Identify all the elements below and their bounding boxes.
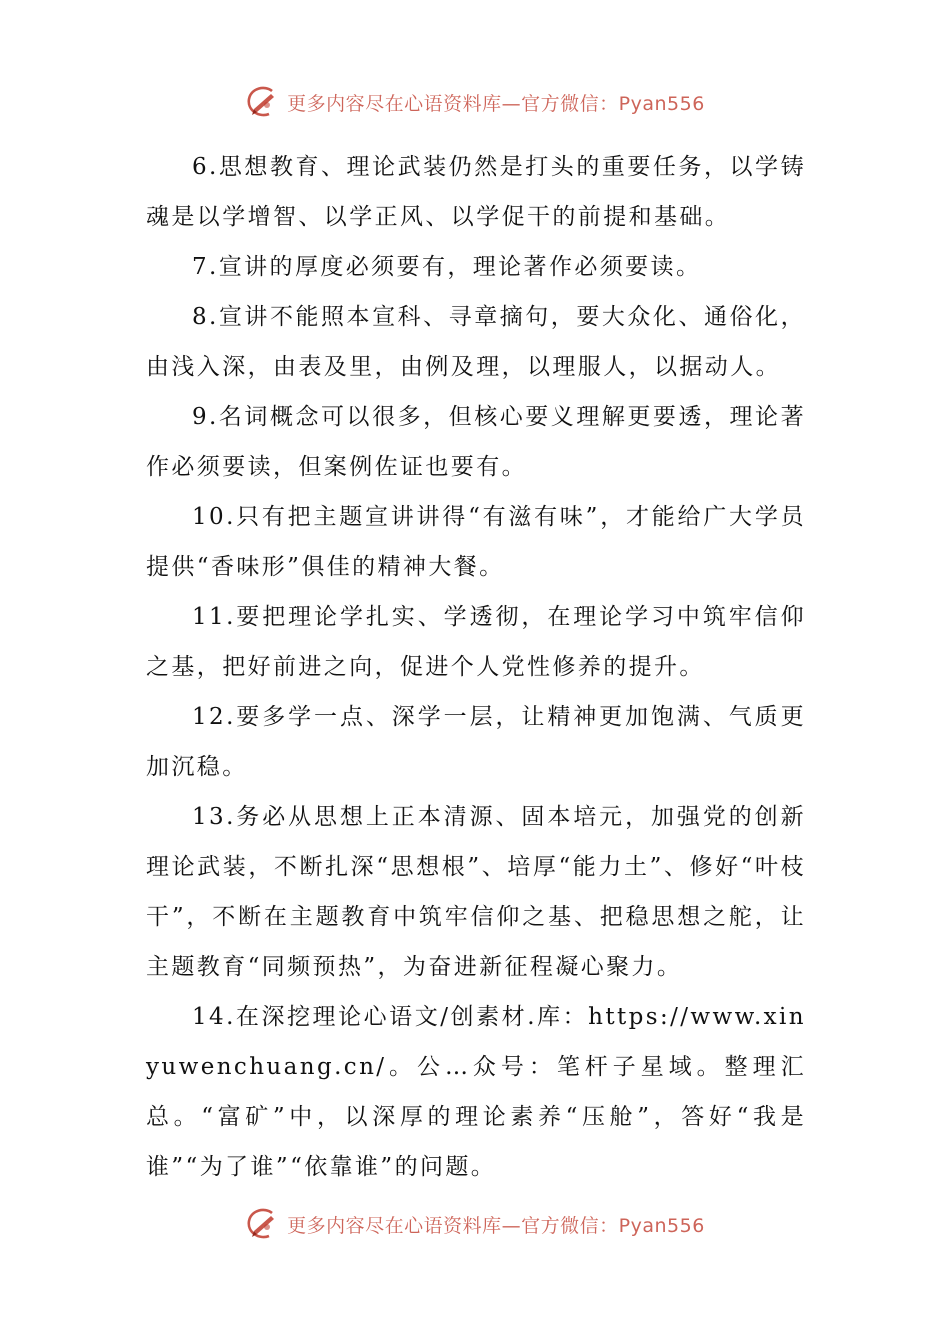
pen-circle-logo-icon — [245, 1207, 281, 1240]
paragraph-9: 9.名词概念可以很多，但核心要义理解更要透，理论著作必须要读，但案例佐证也要有。 — [146, 404, 806, 480]
paragraph-14: 14.在深挖理论心语文/创素材.库：https://www.xinyuwenchuang.cn/。公…众号：笔杆子星域。整理汇总。“富矿”中，以深厚的理论素养“压舱”，答好“我是谁”“为了谁”“依靠谁”的问题。 — [146, 1004, 806, 1180]
footer-banner — [245, 1207, 705, 1240]
header-banner-text: 更多内容尽在心语资料库—官方微信：Pyan556 — [287, 92, 705, 115]
paragraph-13: 13.务必从思想上正本清源、固本培元，加强党的创新理论武装，不断扎深“思想根”、培厚“能力土”、修好“叶枝干”，不断在主题教育中筑牢信仰之基、把稳思想之舵，让主题教育“同频预热”，为奋进新征程凝心聚力。 — [146, 804, 806, 980]
paragraph-11: 11.要把理论学扎实、学透彻，在理论学习中筑牢信仰之基，把好前进之向，促进个人党性修养的提升。 — [146, 604, 806, 680]
paragraph-8: 8.宣讲不能照本宣科、寻章摘句，要大众化、通俗化，由浅入深，由表及里，由例及理，以理服人，以据动人。 — [146, 304, 806, 380]
paragraph-6: 6.思想教育、理论武装仍然是打头的重要任务，以学铸魂是以学增智、以学正风、以学促干的前提和基础。 — [146, 154, 806, 230]
page-header — [0, 82, 950, 122]
footer-banner-text: 更多内容尽在心语资料库—官方微信：Pyan556 — [287, 1214, 705, 1237]
paragraph-12: 12.要多学一点、深学一层，让精神更加饱满、气质更加沉稳。 — [146, 704, 806, 780]
paragraph-7: 7.宣讲的厚度必须要有，理论著作必须要读。 — [192, 254, 702, 280]
header-banner — [245, 85, 705, 119]
paragraph-10: 10.只有把主题宣讲讲得“有滋有味”，才能给广大学员提供“香味形”俱佳的精神大餐。 — [146, 504, 806, 580]
page-footer — [0, 1200, 950, 1240]
document-body — [146, 142, 806, 1192]
pen-circle-logo-icon — [245, 85, 281, 119]
